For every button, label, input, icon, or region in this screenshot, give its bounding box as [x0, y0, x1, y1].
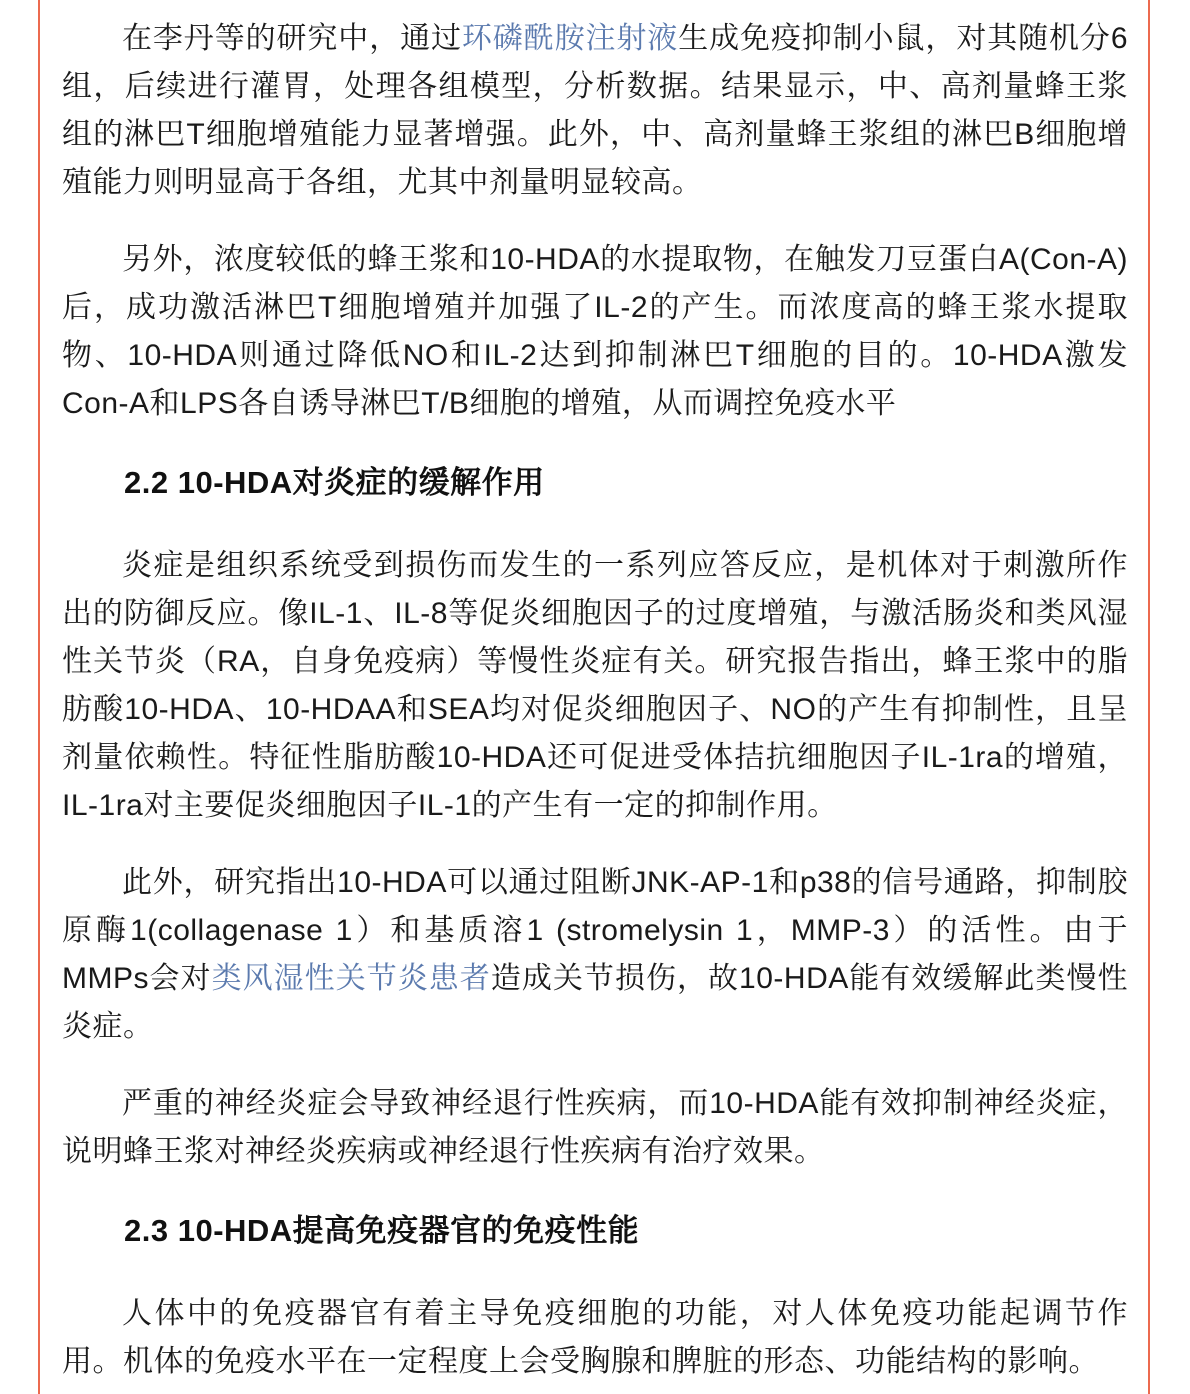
table-border-left [38, 0, 40, 1394]
paragraph-text: 造成关节损伤，故10-HDA能有效缓解此类慢性炎症。 [62, 962, 1128, 1043]
paragraph-text: 严重的神经炎症会导致神经退行性疾病，而10-HDA能有效抑制神经炎症，说明蜂王浆对神经炎疾病或神经退行性疾病有治疗效果。 [62, 1087, 1128, 1168]
paragraph-text: 另外，浓度较低的蜂王浆和10-HDA的水提取物，在触发刀豆蛋白A(Con-A)后，成功激活淋巴T细胞增殖并加强了IL-2的产生。而浓度高的蜂王浆水提取物、10-HDA则通过降低NO和IL-2达到抑制淋巴T细胞的目的。10-HDA激发Con-A和LPS各自诱导淋巴T/B细胞的增殖，从而调控免疫水平 [62, 243, 1128, 420]
article-content [62, 0, 1128, 1394]
paragraph-li-dan-study [62, 15, 1128, 207]
link-cyclophosphamide-injection[interactable]: 环磷酰胺注射液 [461, 22, 679, 55]
paragraph-inflammation-response [62, 542, 1128, 830]
section-heading-2-3: 2.3 10-HDA提高免疫器官的免疫性能 [124, 1213, 640, 1248]
paragraph-neuroinflammation [62, 1080, 1128, 1176]
paragraph-text: 在李丹等的研究中，通过 [122, 22, 462, 55]
section-heading-2-2: 2.2 10-HDA对炎症的缓解作用 [124, 465, 545, 500]
paragraph-con-a-extract [62, 236, 1128, 428]
paragraph-text: 生成免疫抑制小鼠，对其随机分6组，后续进行灌胃，处理各组模型，分析数据。结果显示，中、高剂量蜂王浆组的淋巴T细胞增殖能力显著增强。此外，中、高剂量蜂王浆组的淋巴B细胞增殖能力则明显高于各组，尤其中剂量明显较高。 [62, 22, 1129, 199]
paragraph-immune-organs [62, 1290, 1128, 1386]
table-border-right [1148, 0, 1150, 1394]
paragraph-text: 此外，研究指出10-HDA可以通过阻断JNK-AP-1和p38的信号通路，抑制胶原酶1(collagenase 1）和基质溶1 (stromelysin 1，MMP-3）的活性。由于MMPs会对 [62, 866, 1128, 995]
paragraph-text: 人体中的免疫器官有着主导免疫细胞的功能，对人体免疫功能起调节作用。机体的免疫水平在一定程度上会受胸腺和脾脏的形态、功能结构的影响。 [62, 1297, 1128, 1378]
paragraph-jnk-ap1-pathway [62, 859, 1128, 1051]
link-rheumatoid-arthritis-patients[interactable]: 类风湿性关节炎患者 [211, 962, 491, 995]
paragraph-text: 炎症是组织系统受到损伤而发生的一系列应答反应，是机体对于刺激所作出的防御反应。像IL-1、IL-8等促炎细胞因子的过度增殖，与激活肠炎和类风湿性关节炎（RA，自身免疫病）等慢性炎症有关。研究报告指出，蜂王浆中的脂肪酸10-HDA、10-HDAA和SEA均对促炎细胞因子、NO的产生有抑制性，且呈剂量依赖性。特征性脂肪酸10-HDA还可促进受体拮抗细胞因子IL-1ra的增殖，IL-1ra对主要促炎细胞因子IL-1的产生有一定的抑制作用。 [62, 549, 1128, 822]
